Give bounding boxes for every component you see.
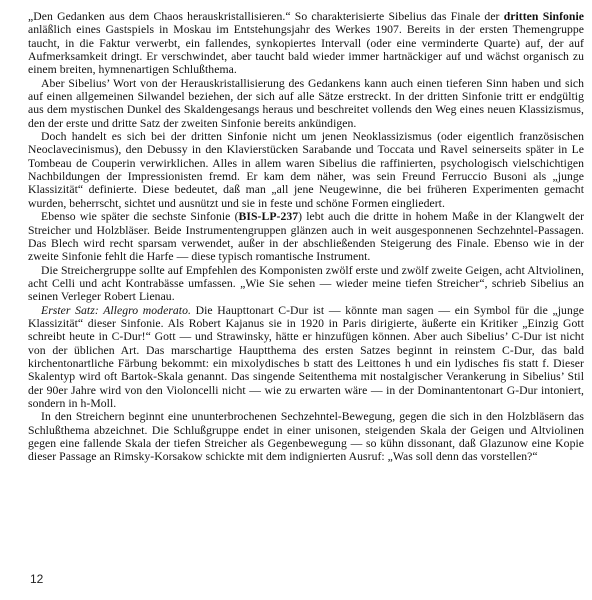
paragraph [28,264,584,304]
italic-heading: Erster Satz: Allegro moderato. [41,303,191,317]
bold-text: dritten Sinfonie [503,10,585,23]
bold-text: BIS-LP-237 [238,210,299,224]
text-run: „Den Gedanken aus dem Chaos herauskristallisieren.“ So charakterisierte Sibelius das Finale der [28,10,504,23]
text-run: Doch handelt es sich bei der dritten Sinfonie nicht um jenen Neoklassizismus (oder eigentlich französischen Neoclavecinismus), den Debussy in den Klavierstücken Sarabande und Toccata und Ravel seinerseits später in Le Tombeau de Couperin verwirklichen. Alles in allem waren Sibelius die raffinierten, psychologisch vielschichtigen Nachbildungen der Impressionisten fremd. Er kam dem näher, was sein Freund Ferruccio Busoni als „junge Klassizität“ definierte. Diese bedeutet, daß man „all jene Neugewinne, die bei früheren Experimenten gemacht wurden, beherrscht, sichtet und ausnützt und sie in feste und schöne Formen eingliedert. [28,130,584,210]
text-run: In den Streichern beginnt eine ununterbrochenen Sechzehntel-Bewegung, gegen die sich in den Holzbläsern das Schlußthema abzeichnet. Die Schlußgruppe endet in einer unisonen, steigenden Skala der Geigen und Altviolinen gegen eine fallende Skala der tiefen Streicher als Gegenbewegung — so kühn dissonant, daß Glazunow eine Kopie dieser Passage an Rimsky-Korsakow schickte mit dem indignierten Ausruf: „Was soll denn das vorstellen?“ [28,410,584,464]
text-run: anläßlich eines Gastspiels in Moskau im Entstehungsjahr des Werkes 1907. Bereits in der ersten Themengruppe taucht, in die Faktur verwerbt, ein fallendes, synkopiertes Intervall (oder eine verminderte Quarte) auf, der auf Aufmerksamkeit dringt. Er verschwindet, aber taucht bald wieder immer hartnäckiger auf und wächst organisch zu einem breiten, hymnenartigen Schlußthema. [28,23,584,77]
page-number: 12 [30,572,44,586]
text-run: Die Streichergruppe sollte auf Empfehlen des Komponisten zwölf erste und zwölf zweite Geigen, acht Altviolinen, acht Celli und acht Kontrabässe umfassen. „Wie Sie sehen — wieder meine tiefen Streicher“, schrieb Sibelius an seinen Verleger Robert Lienau. [28,263,584,304]
paragraph [28,130,584,210]
text-run: Ebenso wie später die sechste Sinfonie ( [41,210,239,224]
paragraph [28,10,584,77]
text-run: Die Haupttonart C-Dur ist — könnte man sagen — ein Symbol für die „junge Klassizität“ dieser Sinfonie. Als Robert Kajanus sie in 1920 in Paris dirigierte, äußerte ein Kritiker „Einzig Gott schreibt heute in C-Dur!“ Gott — und Strawinsky, hätte er hinzufügen können. Aber auch Sibelius’ C-Dur ist nicht von der üblichen Art. Das marschartige Hauptthema des ersten Satzes beginnt in reinstem C-Dur, das bald kirchentonartliche Färbung bekommt: ein mixolydisches b statt des Leittones h und ein lydisches fis statt f. Dieser Skalentyp wird oft Bartok-Skala genannt. Das singende Seitenthema mit nostalgischer Verankerung in Sibelius’ Stil der 90er Jahre wird von den Violoncelli nicht — wie zu erwarten wäre — in der Dominantentonart G-Dur intoniert, sondern in h-Moll. [28,303,584,410]
paragraph [28,304,584,411]
paragraph [28,410,584,463]
paragraph [28,77,584,130]
paragraph [28,210,584,263]
text-run: ) lebt auch die dritte in hohem Maße in der Klangwelt der Streicher und Holzbläser. Beide Instrumentengruppen glänzen auch in weit ausgesponnenen Sechzehntel-Passagen. Das Blech wird recht sparsam verwendet, außer in der abschließenden Steigerung des Finale. Ebenso wie in der zweite Sinfonie fehlt die Harfe — diese typisch romantische Instrument. [28,210,585,264]
text-run: Aber Sibelius’ Wort von der Herauskristallisierung des Gedankens kann auch einen tieferen Sinn haben und sich auf einen allgemeinen Silwandel beziehen, der sich auf alle Sätze erstreckt. In der dritten Sinfonie tritt er endgültig aus dem mystischen Dunkel des Skaldengesangs heraus und beschreitet vollends den Weg eines neuen Klassizismus, den der erste und dritte Satz der zweiten Sinfonie bereits ankündigen. [28,76,584,130]
body-text [28,10,584,464]
